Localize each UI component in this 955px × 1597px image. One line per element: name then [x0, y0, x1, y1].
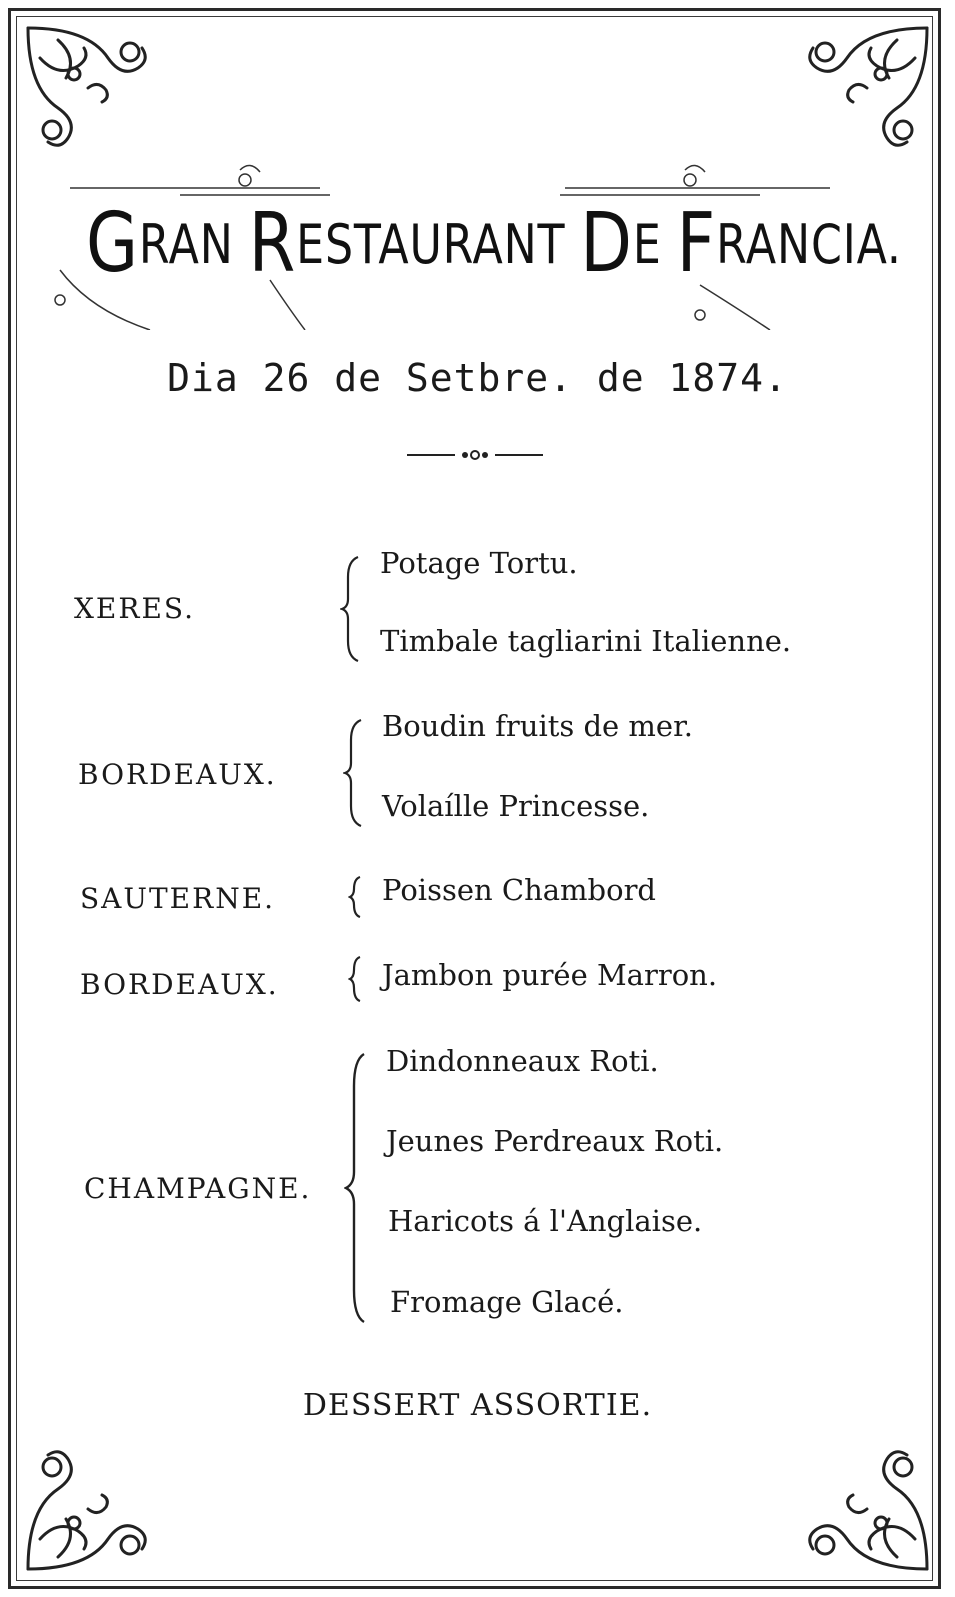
dish-item: Dindonneaux Roti.	[386, 1044, 659, 1078]
brace	[348, 875, 364, 919]
menu-date: Dia 26 de Setbre. de 1874.	[167, 356, 788, 400]
dish-item: Boudin fruits de mer.	[382, 709, 693, 743]
restaurant-title	[85, 196, 902, 291]
brace	[343, 718, 367, 828]
wine-label: XERES.	[74, 592, 195, 625]
restaurant-title-text: GRAN RESTAURANT DE FRANCIA.	[85, 196, 902, 291]
corner-ornament-top-left	[18, 18, 168, 168]
wine-label: CHAMPAGNE.	[84, 1172, 312, 1205]
brace	[340, 555, 364, 663]
wine-label: SAUTERNE.	[80, 882, 276, 915]
dish-item: Jeunes Perdreaux Roti.	[386, 1124, 724, 1158]
dish-item: Potage Tortu.	[380, 546, 578, 580]
dish-item: Poissen Chambord	[382, 873, 656, 907]
dish-item: Fromage Glacé.	[390, 1285, 624, 1319]
dish-item: Volaílle Princesse.	[382, 789, 650, 823]
brace	[348, 955, 364, 1003]
dish-item: Jambon purée Marron.	[382, 958, 718, 992]
corner-ornament-top-right	[787, 18, 937, 168]
dessert-line: DESSERT ASSORTIE.	[302, 1388, 653, 1423]
corner-ornament-bottom-right	[787, 1429, 937, 1579]
wine-label: BORDEAUX.	[78, 758, 277, 791]
dish-item: Timbale tagliarini Italienne.	[380, 624, 792, 658]
corner-ornament-bottom-left	[18, 1429, 168, 1579]
wine-label: BORDEAUX.	[80, 968, 279, 1001]
separator-ornament	[405, 448, 545, 462]
brace	[344, 1052, 370, 1324]
dish-item: Haricots á l'Anglaise.	[388, 1204, 703, 1238]
